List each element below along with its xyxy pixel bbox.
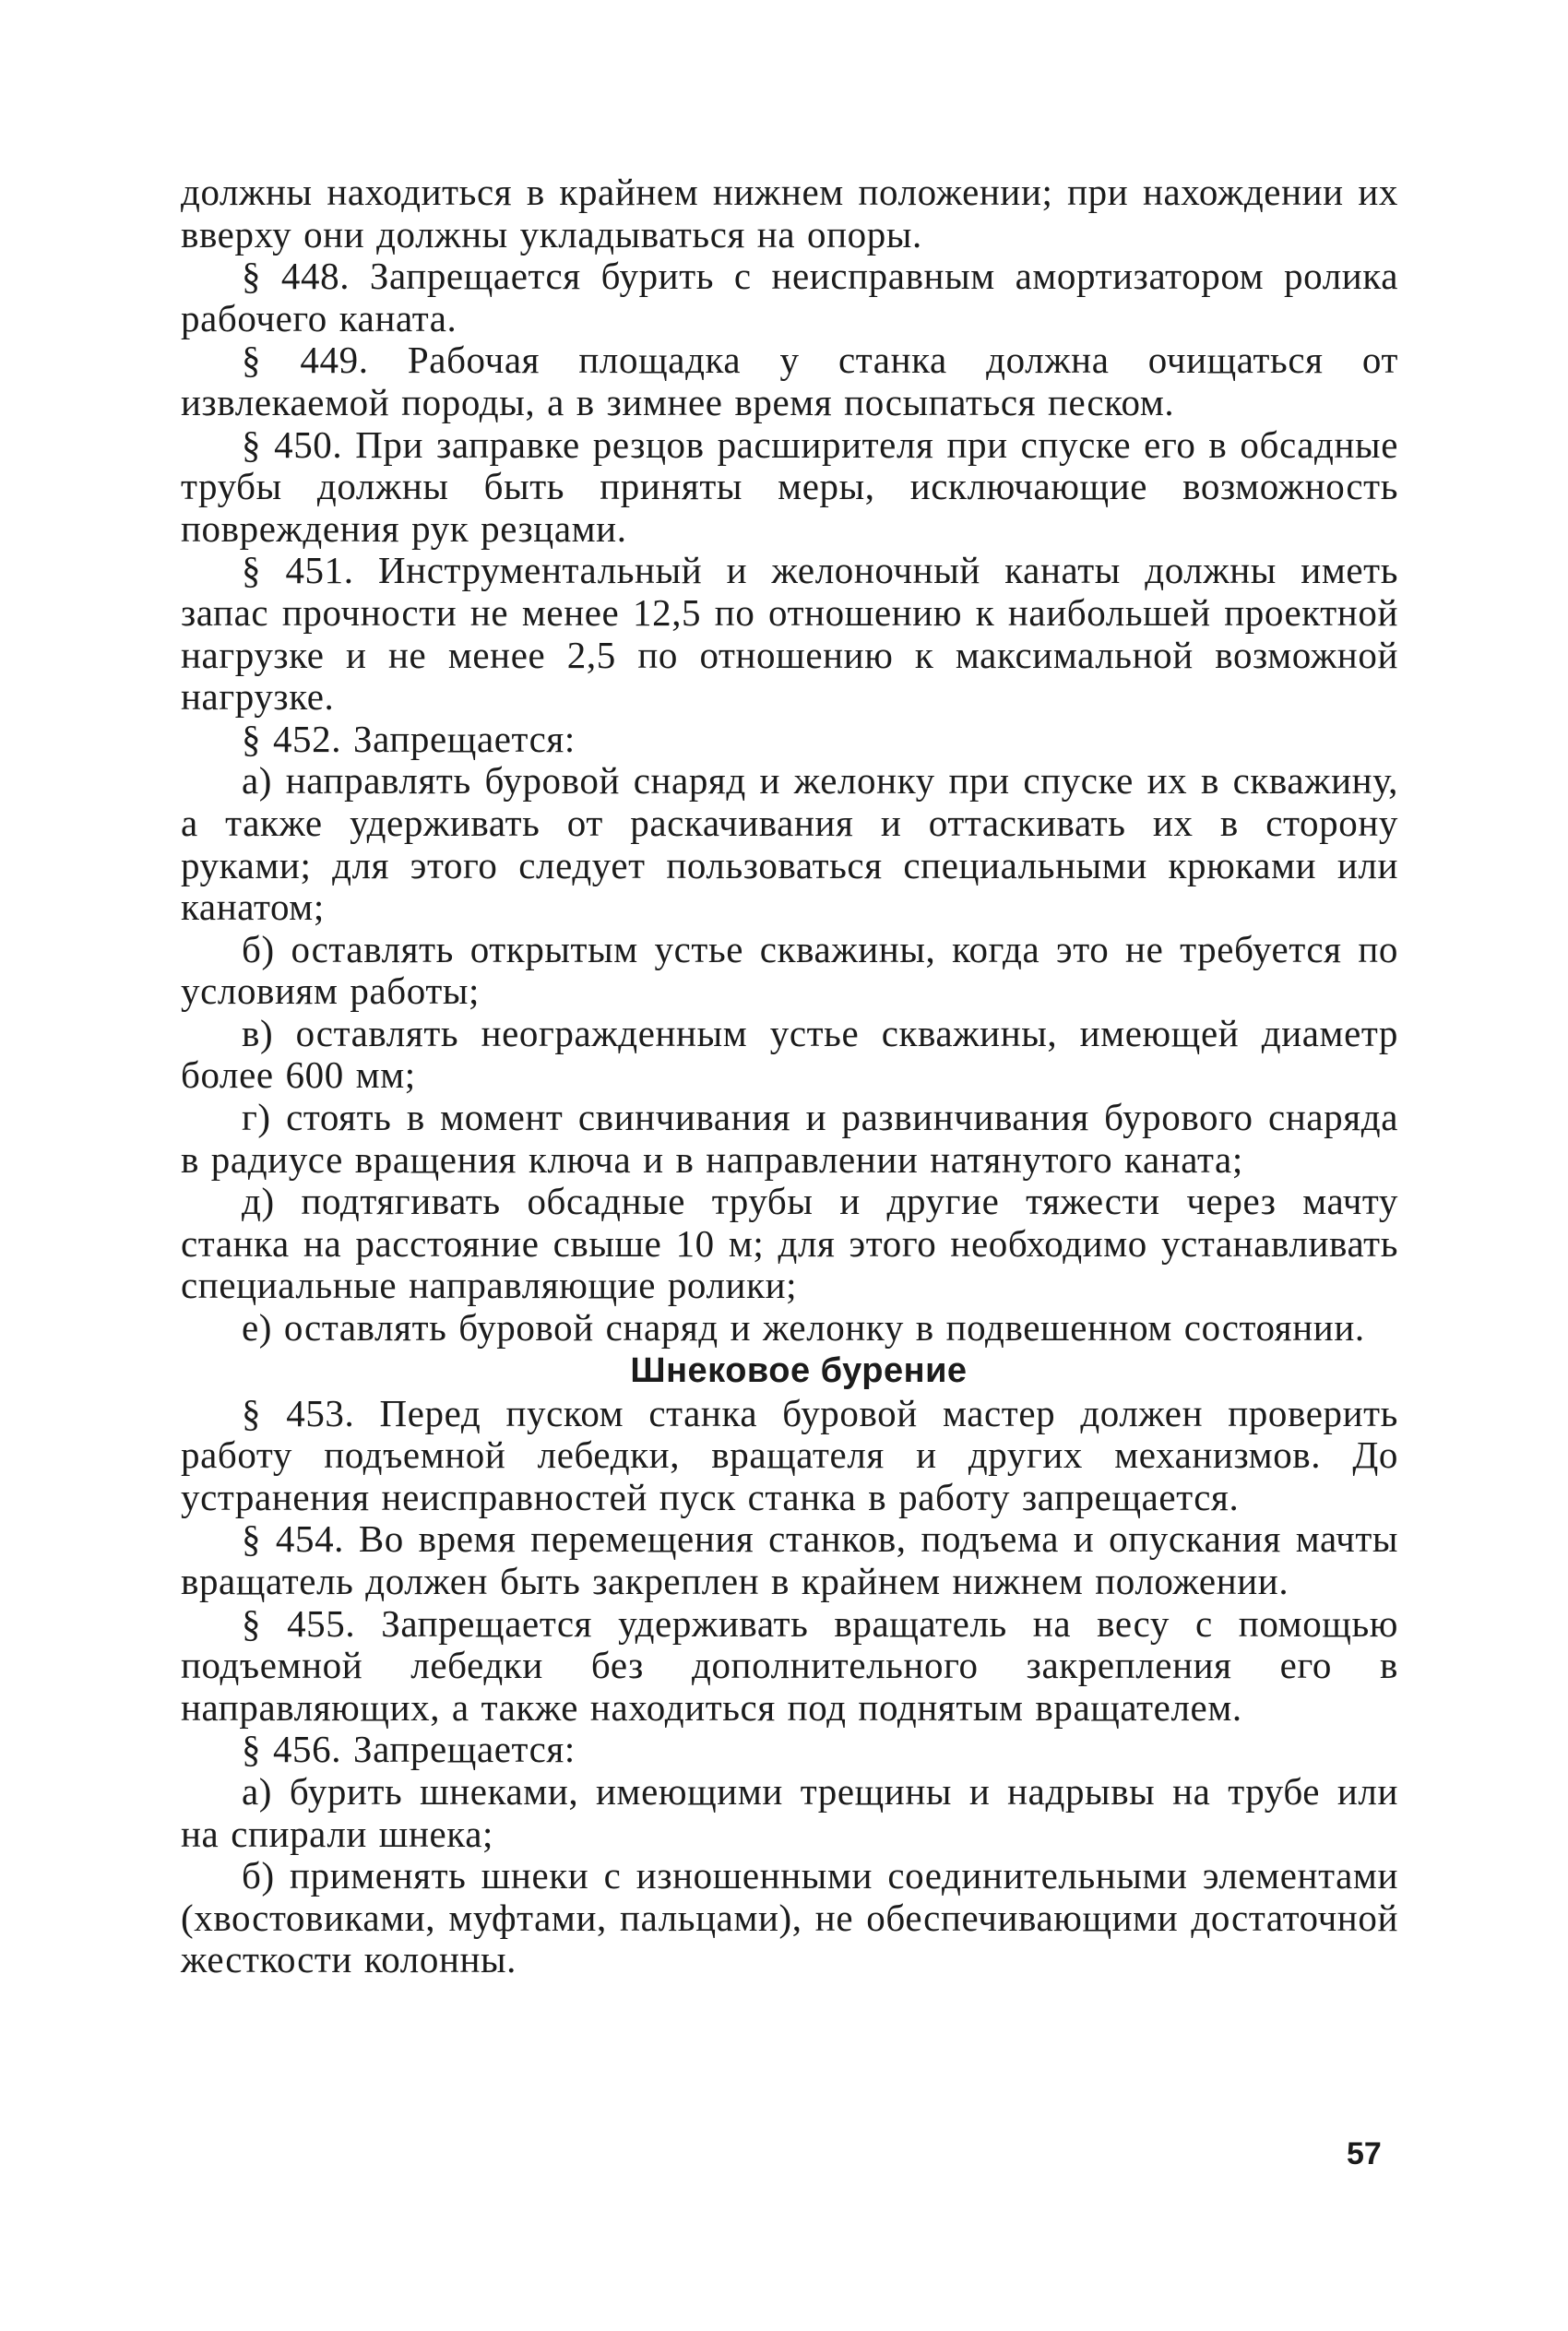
paragraph-448: § 448. Запрещается бурить с неисправным амортизатором ролика рабочего каната. [181,255,1398,339]
paragraph-449: § 449. Рабочая площадка у станка должна очищаться от извлекаемой породы, а в зимнее время посыпаться песком. [181,339,1398,423]
page-number: 57 [1347,2136,1382,2171]
paragraph-453: § 453. Перед пуском станка буровой мастер должен проверить работу подъемной лебедки, вращателя и других механизмов. До устранения неисправностей пуск станка в работу запрещается. [181,1391,1398,1518]
list-item-452-d: г) стоять в момент свинчивания и развинчивания бурового снаряда в радиусе вращения ключа и в направлении натянутого каната; [181,1096,1398,1181]
paragraph-451: § 451. Инструментальный и желоночный канаты должны иметь запас прочности не менее 12,5 по отношению к наибольшей проектной нагрузке и не менее 2,5 по отношению к максимальной возможной нагрузке. [181,549,1398,719]
list-item-452-e: д) подтягивать обсадные трубы и другие тяжести через мачту станка на расстояние свыше 10 м; для этого необходимо устанавливать специальные направляющие ролики; [181,1180,1398,1307]
page-body [181,172,1398,1981]
list-item-456-b: б) применять шнеки с изношенными соединительными элементами (хвостовиками, муфтами, пальцами), не обеспечивающими достаточной жесткости колонны. [181,1854,1398,1981]
paragraph-452: § 452. Запрещается: [242,717,576,760]
list-item-452-b: б) оставлять открытым устье скважины, когда это не требуется по условиям работы; [181,927,1398,1013]
paragraph-455: § 455. Запрещается удерживать вращатель на весу с помощью подъемной лебедки без дополнительного закрепления его в направляющих, а также находиться под поднятым вращателем. [181,1601,1398,1729]
paragraph-456: § 456. Запрещается: [242,1728,576,1771]
paragraph-454: § 454. Во время перемещения станков, подъема и опускания мачты вращатель должен быть закреплен в крайнем нижнем положении. [181,1517,1398,1602]
list-item-452-a: а) направлять буровой снаряд и желонку при спуске их в скважину, а также удерживать от раскачивания и оттаскивать их в сторону руками; для этого следует пользоваться специальными крюками или канатом; [181,759,1398,929]
paragraph-450: § 450. При заправке резцов расширителя при спуске его в обсадные трубы должны быть приняты меры, исключающие возможность повреждения рук резцами. [181,422,1398,550]
list-item-456-a: а) бурить шнеками, имеющими трещины и надрывы на трубе или на спирали шнека; [181,1769,1398,1855]
paragraph-continuation: должны находиться в крайнем нижнем положении; при нахождении их вверху они должны укладываться на опоры. [181,171,1398,256]
list-item-452-c: в) оставлять неогражденным устье скважины, имеющей диаметр более 600 мм; [181,1011,1398,1097]
section-heading: Шнековое бурение [630,1350,968,1390]
list-item-452-f: е) оставлять буровой снаряд и желонку в подвешенном состоянии. [242,1306,1365,1350]
